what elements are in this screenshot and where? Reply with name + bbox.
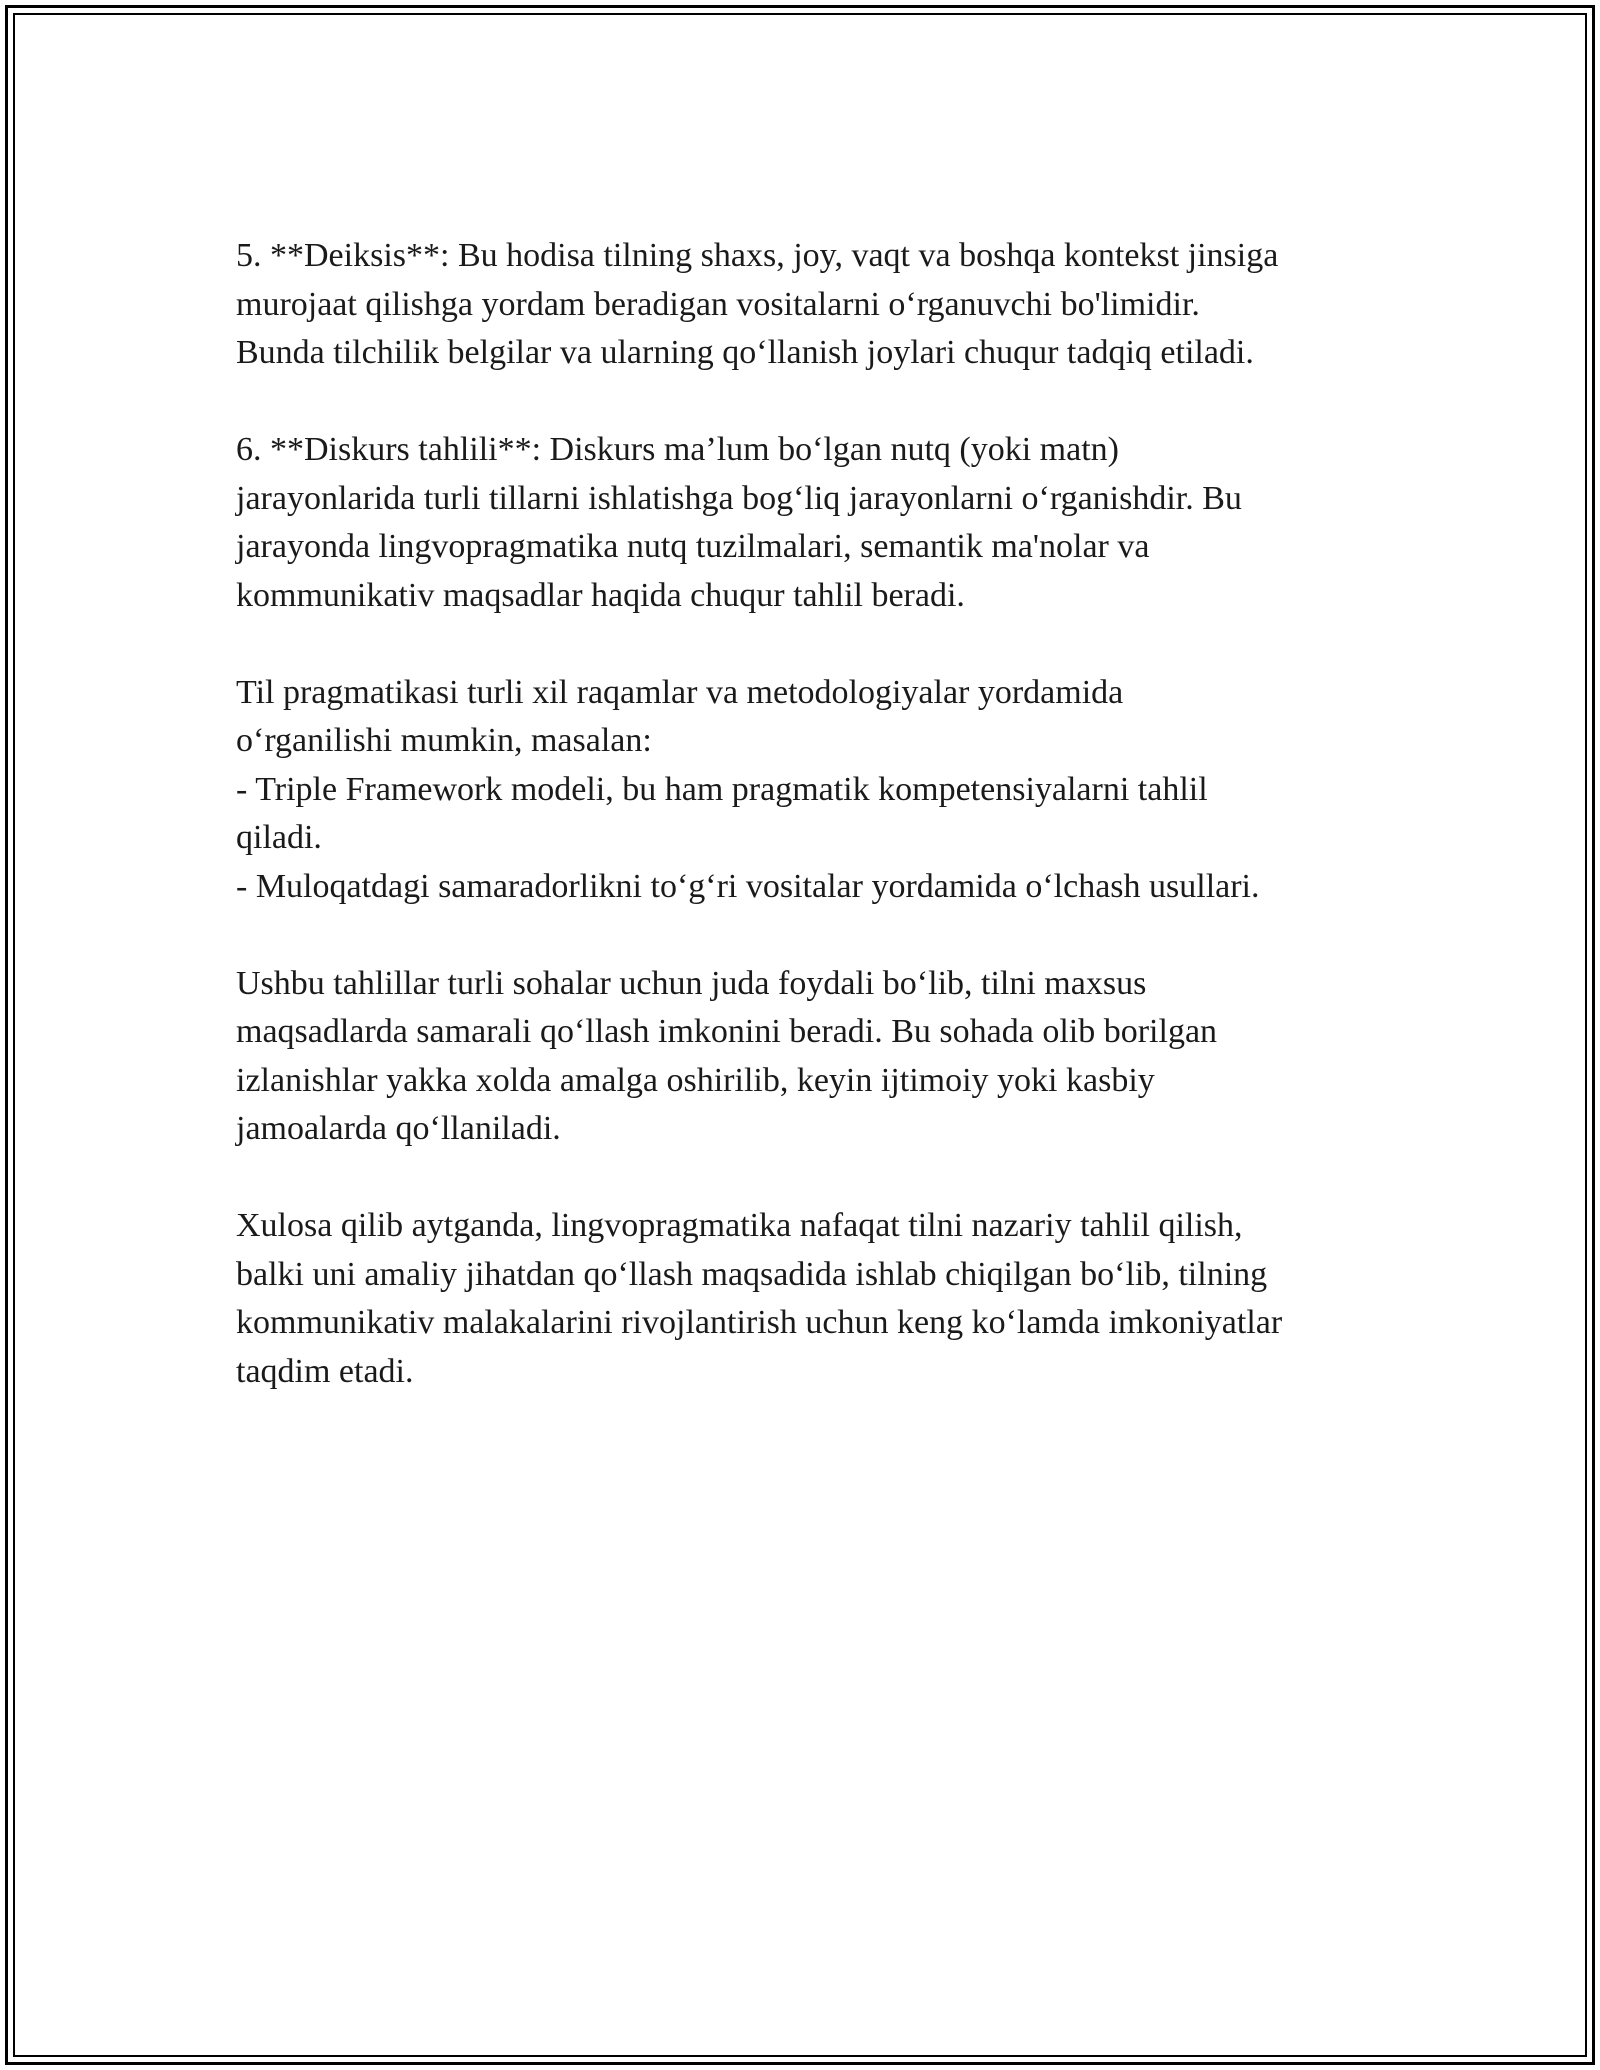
paragraph-diskurs-tahlili: 6. **Diskurs tahlili**: Diskurs ma’lum bo‘lgan nutq (yoki matn) jarayonlarida turli tillarni ishlatishga bog‘liq jarayonlarni o‘rganishdir. Bu jarayonda lingvopragmatika nutq tuzilmalari, semantik ma'nolar va kommunikativ maqsadlar haqida chuqur tahlil beradi. [236,431,1242,614]
paragraph-deiksis: 5. **Deiksis**: Bu hodisa tilning shaxs, joy, vaqt va boshqa kontekst jinsiga murojaat qilishga yordam beradigan vositalarni o‘rganuvchi bo'limidir. Bunda tilchilik belgilar va ularning qo‘llanish joylari chuqur tadqiq etiladi. [236,237,1279,371]
paragraph-til-pragmatikasi: Til pragmatikasi turli xil raqamlar va metodologiyalar yordamida o‘rganilishi mumkin, masalan: - Triple Framework modeli, bu ham pragmatik kompetensiyalarni tahlil qiladi. - Muloqatdagi samaradorlikni to‘g‘ri vositalar yordamida o‘lchash usullari. [236,673,1260,905]
document-body [236,232,1386,1445]
paragraph-xulosa: Xulosa qilib aytganda, lingvopragmatika nafaqat tilni nazariy tahlil qilish, balki uni amaliy jihatdan qo‘llash maqsadida ishlab chiqilgan bo‘lib, tilning kommunikativ malakalarini rivojlantirish uchun keng ko‘lamda imkoniyatlar taqdim etadi. [236,1207,1283,1390]
paragraph-ushbu-tahlillar: Ushbu tahlillar turli sohalar uchun juda foydali bo‘lib, tilni maxsus maqsadlarda samarali qo‘llash imkonini beradi. Bu sohada olib borilgan izlanishlar yakka xolda amalga oshirilib, keyin ijtimoiy yoki kasbiy jamoalarda qo‘llaniladi. [236,964,1218,1147]
